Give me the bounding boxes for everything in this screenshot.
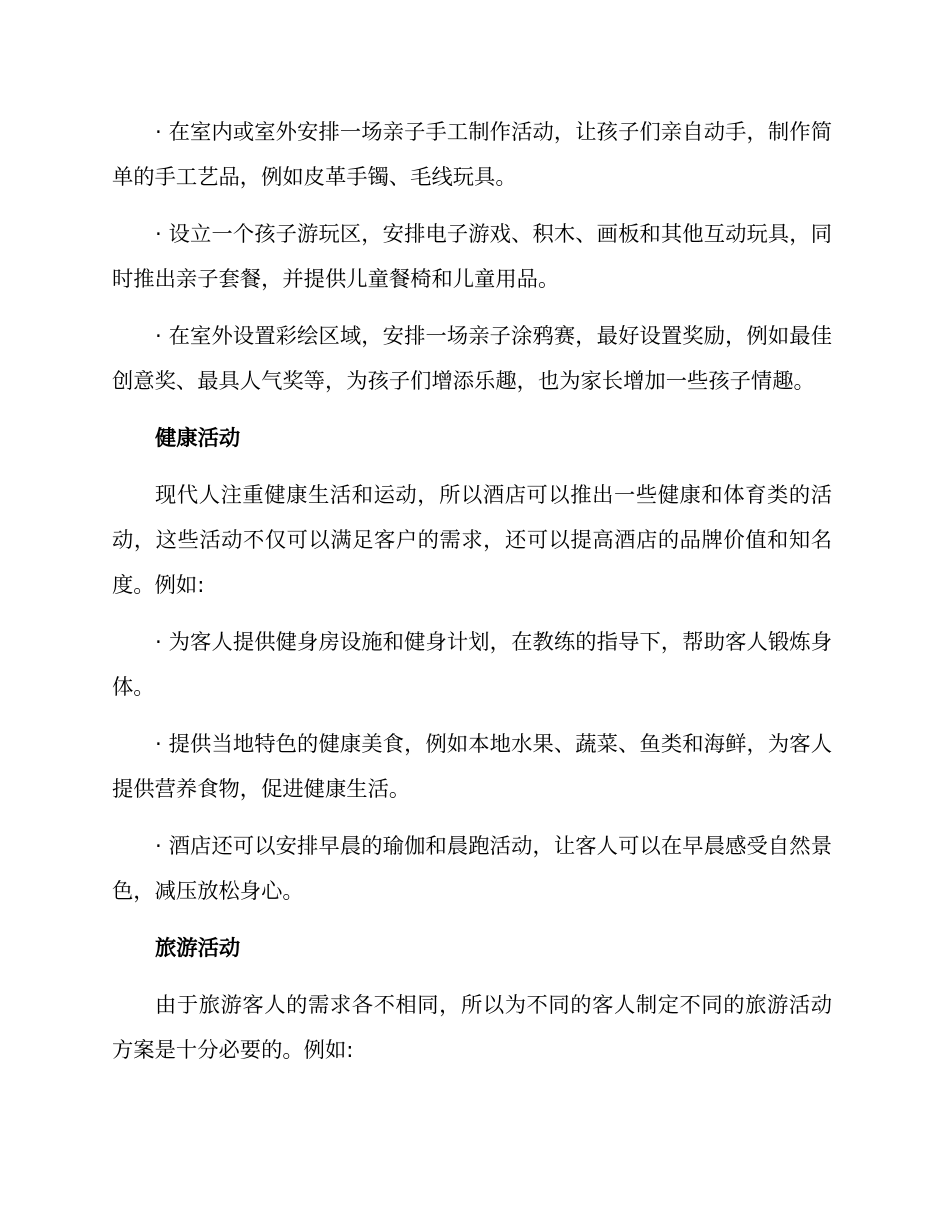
bullet-parent-child-craft: · 在室内或室外安排一场亲子手工制作活动，让孩子们亲自动手，制作简单的手工艺品，例如皮革手镯、毛线玩具。 [112, 120, 832, 190]
bullet-gym-facilities: · 为客人提供健身房设施和健身计划，在教练的指导下，帮助客人锻炼身体。 [112, 630, 832, 700]
heading-travel-activities: 旅游活动 [155, 936, 241, 961]
bullet-yoga-running: · 酒店还可以安排早晨的瑜伽和晨跑活动，让客人可以在早晨感受自然景色，减压放松身心。 [112, 834, 832, 904]
bullet-kids-play-area: · 设立一个孩子游玩区，安排电子游戏、积木、画板和其他互动玩具，同时推出亲子套餐，并提供儿童餐椅和儿童用品。 [112, 222, 832, 292]
paragraph-travel-intro: 由于旅游客人的需求各不相同，所以为不同的客人制定不同的旅游活动方案是十分必要的。例如: [112, 993, 832, 1063]
bullet-graffiti-contest: · 在室外设置彩绘区域，安排一场亲子涂鸦赛，最好设置奖励，例如最佳创意奖、最具人气奖等，为孩子们增添乐趣，也为家长增加一些孩子情趣。 [112, 324, 832, 394]
paragraph-health-intro: 现代人注重健康生活和运动，所以酒店可以推出一些健康和体育类的活动，这些活动不仅可以满足客户的需求，还可以提高酒店的品牌价值和知名度。例如: [112, 483, 832, 598]
document-page [112, 110, 832, 1085]
heading-health-activities: 健康活动 [155, 426, 241, 451]
bullet-healthy-food: · 提供当地特色的健康美食，例如本地水果、蔬菜、鱼类和海鲜，为客人提供营养食物，促进健康生活。 [112, 732, 832, 802]
